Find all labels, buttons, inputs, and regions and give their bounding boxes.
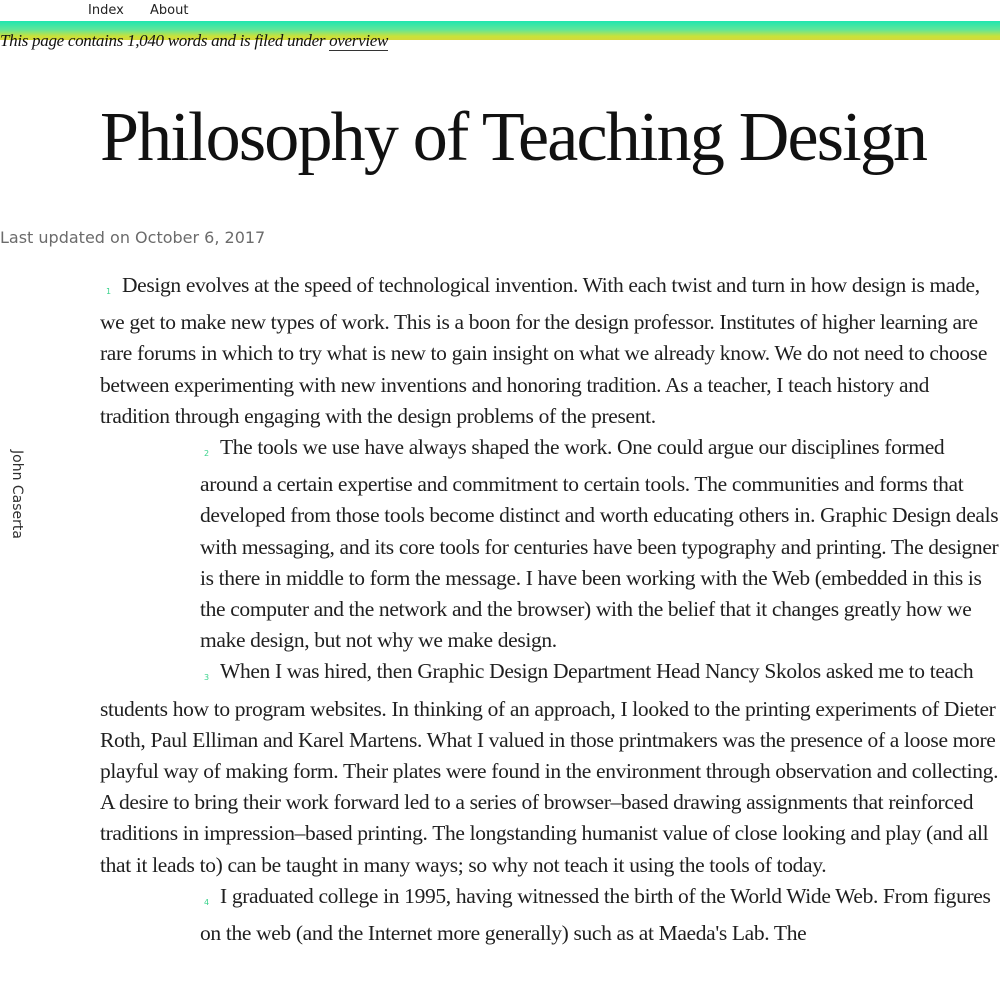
paragraph-number-4: 4: [204, 897, 209, 907]
paragraph-text-1: Design evolves at the speed of technological invention. With each twist and turn in how design is made, we get to make new types of work. This is a boon for the design professor. Institutes of higher learning are rare forums in which to try what is new to gain insight on what we already know. We do not need to choose between experimenting with new inventions and honoring tradition. As a teacher, I teach history and tradition through engaging with the design problems of the present.: [100, 273, 988, 428]
author-name: John Caserta: [9, 450, 25, 539]
top-navigation: [0, 0, 1000, 21]
paragraph-3: [100, 656, 1000, 880]
nav-link-about[interactable]: About: [150, 3, 189, 18]
paragraph-4: [200, 881, 1000, 949]
paragraph-text-2: The tools we use have always shaped the work. One could argue our disciplines formed around a certain expertise and commitment to certain tools. The communities and forms that developed from those tools become distinct and worth educating others in. Graphic Design deals with messaging, and its core tools for centuries have been typography and printing. The designer is there in middle to form the message. I have been working with the Web (embedded in this is the computer and the network and the browser) with the belief that it changes greatly how we make design, but not why we make design.: [200, 435, 999, 653]
paragraph-text-4: I graduated college in 1995, having witnessed the birth of the World Wide Web. From figures on the web (and the Internet more generally) such as at Maeda's Lab. The: [200, 883, 991, 946]
page-meta-line: [0, 31, 388, 51]
nav-link-index[interactable]: Index: [88, 3, 124, 18]
paragraph-text-3: When I was hired, then Graphic Design Department Head Nancy Skolos asked me to teach students how to program websites. In thinking of an approach, I looked to the printing experiments of Dieter Roth, Paul Elliman and Karel Martens. What I valued in those printmakers was the presence of a loose more playful way of making form. Their plates were found in the environment through observation and collecting. A desire to bring their work forward led to a series of browser–based drawing assignments that reinforced traditions in impression–based printing. The longstanding humanist value of close looking and play (and all that it leads to) can be taught in many ways; so why not teach it using the tools of today.: [100, 659, 999, 877]
paragraph-number-3: 3: [204, 673, 209, 683]
category-link-overview[interactable]: overview: [329, 31, 389, 50]
paragraph-number-1: 1: [106, 287, 111, 296]
word-count-text: This page contains 1,040 words and is filed under: [0, 31, 326, 50]
paragraph-1: [100, 270, 1000, 432]
paragraph-2: [200, 432, 1000, 656]
page-title: Philosophy of Teaching Design: [100, 99, 927, 176]
article-body: [100, 270, 1000, 949]
paragraph-number-2: 2: [204, 449, 209, 459]
last-updated-date: Last updated on October 6, 2017: [0, 228, 266, 247]
